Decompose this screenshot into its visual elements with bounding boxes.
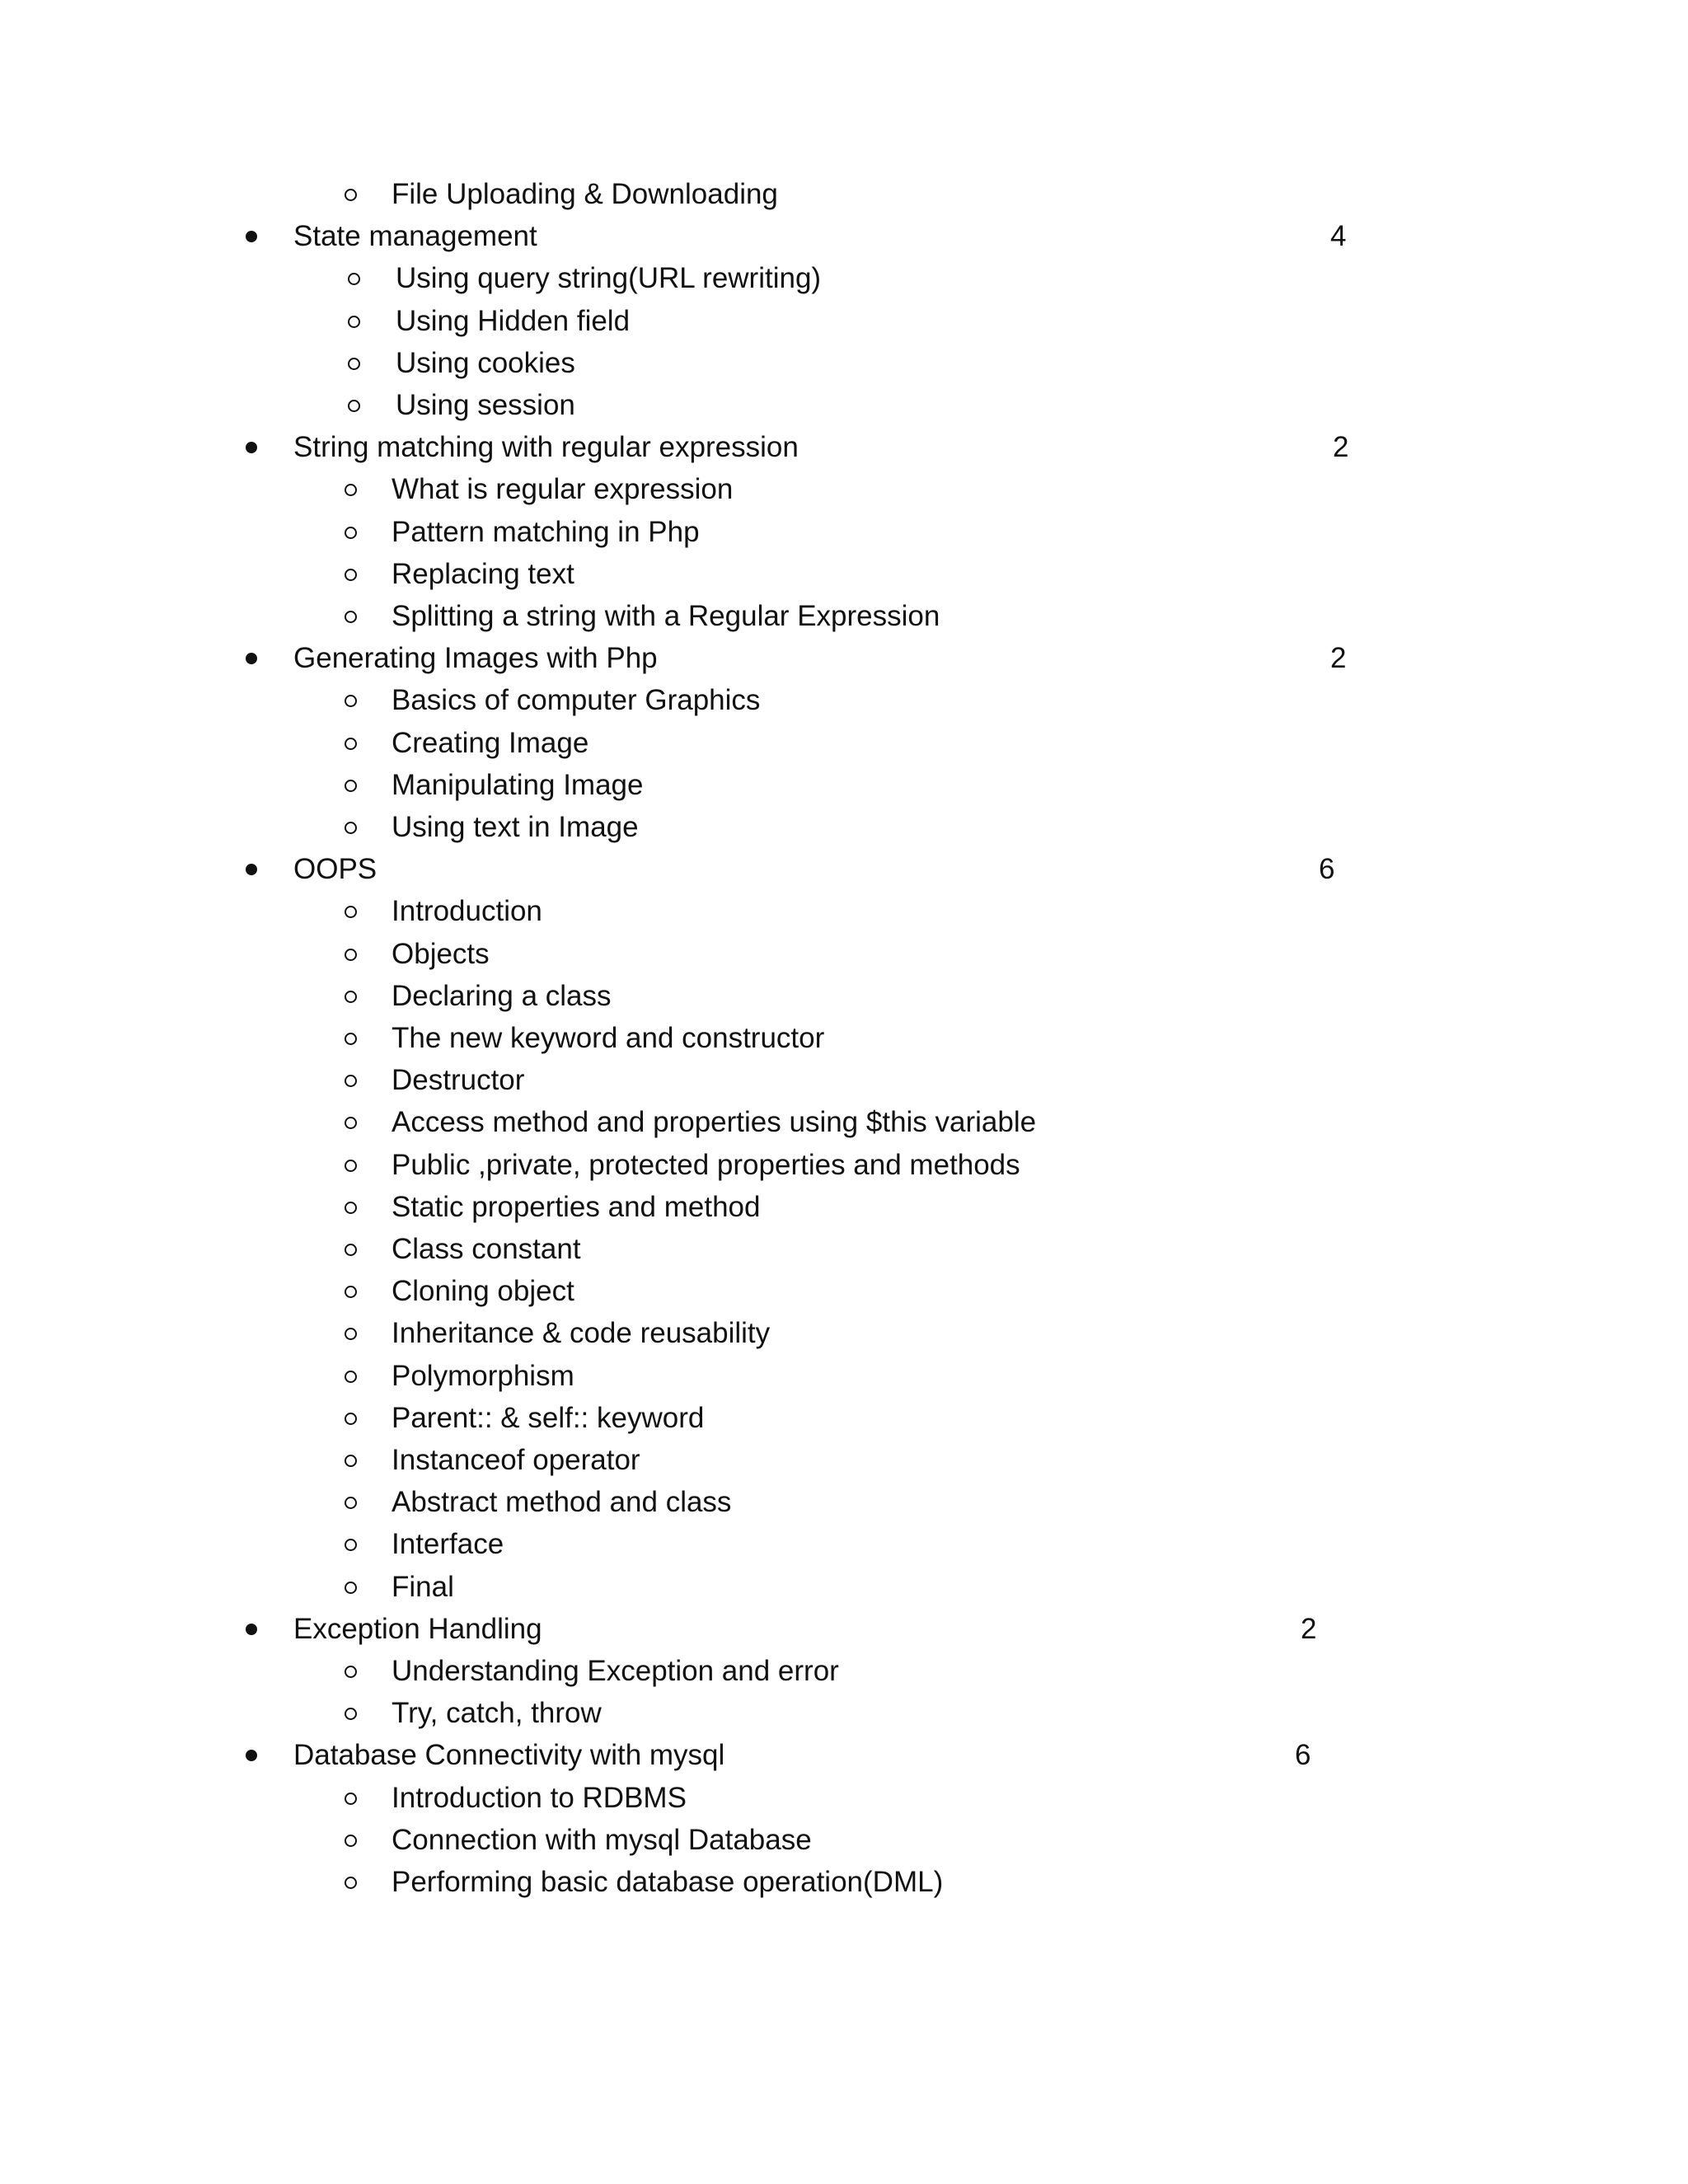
circle-bullet-icon xyxy=(345,1666,357,1678)
topic-item xyxy=(0,637,1688,680)
subtopic-title: Static properties and method xyxy=(392,1190,761,1223)
topic-title: State management xyxy=(293,220,537,253)
circle-bullet-icon xyxy=(345,1877,357,1889)
subtopic-item xyxy=(0,468,1688,511)
subtopic-title: Declaring a class xyxy=(392,979,612,1012)
subtopic-item xyxy=(0,1819,1688,1862)
subtopic-item xyxy=(0,1650,1688,1693)
subtopic-title: Final xyxy=(392,1570,454,1603)
subtopic-item xyxy=(0,1144,1688,1187)
subtopic-title: Destructor xyxy=(392,1064,525,1097)
subtopic-item xyxy=(0,679,1688,722)
subtopic-title: Understanding Exception and error xyxy=(392,1655,839,1687)
subtopic-item xyxy=(0,1017,1688,1060)
subtopic-item xyxy=(0,173,1688,216)
subtopic-title: Performing basic database operation(DML) xyxy=(392,1866,944,1898)
circle-bullet-icon xyxy=(348,400,360,412)
bullet-icon xyxy=(246,1750,257,1761)
subtopic-item xyxy=(0,1355,1688,1398)
subtopic-title: Using Hidden field xyxy=(396,304,631,337)
subtopic-title: Class constant xyxy=(392,1233,581,1265)
subtopic-title: Using session xyxy=(396,389,575,421)
circle-bullet-icon xyxy=(345,569,357,581)
subtopic-item xyxy=(0,722,1688,765)
subtopic-title: Parent:: & self:: keyword xyxy=(392,1401,705,1434)
circle-bullet-icon xyxy=(348,316,360,328)
circle-bullet-icon xyxy=(345,1244,357,1256)
topic-hours: 4 xyxy=(1330,220,1347,253)
subtopic-item xyxy=(0,1439,1688,1482)
subtopic-item xyxy=(0,1397,1688,1440)
circle-bullet-icon xyxy=(345,1497,357,1509)
subtopic-title: Using text in Image xyxy=(392,811,639,843)
subtopic-item xyxy=(0,1566,1688,1609)
bullet-icon xyxy=(246,1624,257,1635)
circle-bullet-icon xyxy=(345,991,357,1003)
subtopic-item xyxy=(0,511,1688,554)
topic-item xyxy=(0,215,1688,258)
subtopic-item xyxy=(0,933,1688,976)
bullet-icon xyxy=(246,231,257,242)
subtopic-title: Cloning object xyxy=(392,1275,574,1308)
subtopic-item xyxy=(0,1101,1688,1144)
circle-bullet-icon xyxy=(345,1075,357,1087)
subtopic-item xyxy=(0,1777,1688,1820)
subtopic-title: Creating Image xyxy=(392,726,589,759)
topic-title: Generating Images with Php xyxy=(293,642,658,675)
subtopic-title: Replacing text xyxy=(392,557,574,590)
subtopic-item xyxy=(0,1228,1688,1271)
subtopic-title: The new keyword and constructor xyxy=(392,1022,825,1054)
subtopic-item xyxy=(0,806,1688,849)
circle-bullet-icon xyxy=(345,1835,357,1847)
subtopic-title: Inheritance & code reusability xyxy=(392,1317,771,1350)
circle-bullet-icon xyxy=(345,611,357,623)
circle-bullet-icon xyxy=(345,1202,357,1214)
circle-bullet-icon xyxy=(345,1708,357,1720)
topic-item xyxy=(0,848,1688,891)
circle-bullet-icon xyxy=(345,695,357,707)
subtopic-item xyxy=(0,300,1688,343)
subtopic-item xyxy=(0,1861,1688,1904)
subtopic-title: Try, catch, throw xyxy=(392,1697,602,1730)
topic-hours: 6 xyxy=(1295,1739,1311,1772)
subtopic-item xyxy=(0,975,1688,1018)
circle-bullet-icon xyxy=(345,949,357,961)
circle-bullet-icon xyxy=(345,1033,357,1045)
circle-bullet-icon xyxy=(345,1286,357,1298)
subtopic-title: Polymorphism xyxy=(392,1359,574,1392)
subtopic-title: Connection with mysql Database xyxy=(392,1823,812,1856)
subtopic-item xyxy=(0,1523,1688,1566)
topic-hours: 2 xyxy=(1333,431,1349,464)
circle-bullet-icon xyxy=(345,1413,357,1425)
subtopic-item xyxy=(0,890,1688,933)
circle-bullet-icon xyxy=(345,484,357,496)
circle-bullet-icon xyxy=(345,1371,357,1383)
subtopic-title: Objects xyxy=(392,937,490,970)
topic-item xyxy=(0,1608,1688,1651)
subtopic-title: Introduction xyxy=(392,895,542,928)
circle-bullet-icon xyxy=(345,822,357,834)
subtopic-title: Public ,private, protected properties and methods xyxy=(392,1148,1020,1181)
circle-bullet-icon xyxy=(345,906,357,918)
subtopic-title: What is regular expression xyxy=(392,473,734,506)
circle-bullet-icon xyxy=(345,1793,357,1805)
topic-item xyxy=(0,426,1688,469)
topic-title: OOPS xyxy=(293,853,377,886)
subtopic-item xyxy=(0,1692,1688,1735)
bullet-icon xyxy=(246,442,257,453)
subtopic-title: Interface xyxy=(392,1528,504,1561)
topic-hours: 6 xyxy=(1319,853,1335,886)
circle-bullet-icon xyxy=(345,1160,357,1172)
circle-bullet-icon xyxy=(345,1328,357,1340)
topic-title: String matching with regular expression xyxy=(293,431,799,464)
subtopic-title: Splitting a string with a Regular Expression xyxy=(392,600,940,632)
subtopic-item xyxy=(0,553,1688,596)
subtopic-item xyxy=(0,257,1688,300)
subtopic-title: Abstract method and class xyxy=(392,1486,732,1519)
topic-title: Exception Handling xyxy=(293,1612,542,1645)
subtopic-item xyxy=(0,1059,1688,1102)
circle-bullet-icon xyxy=(345,1539,357,1551)
subtopic-title: Basics of computer Graphics xyxy=(392,684,761,717)
circle-bullet-icon xyxy=(348,273,360,285)
circle-bullet-icon xyxy=(345,189,357,201)
circle-bullet-icon xyxy=(348,358,360,370)
subtopic-title: Using query string(URL rewriting) xyxy=(396,262,822,295)
subtopic-title: Manipulating Image xyxy=(392,768,644,801)
subtopic-title: File Uploading & Downloading xyxy=(392,178,778,210)
subtopic-title: Access method and properties using $this variable xyxy=(392,1106,1037,1139)
bullet-icon xyxy=(246,864,257,875)
circle-bullet-icon xyxy=(345,738,357,750)
circle-bullet-icon xyxy=(345,1117,357,1129)
subtopic-item xyxy=(0,342,1688,385)
subtopic-item xyxy=(0,764,1688,807)
topic-hours: 2 xyxy=(1301,1612,1317,1645)
subtopic-item xyxy=(0,1481,1688,1524)
topic-hours: 2 xyxy=(1330,642,1347,675)
topic-title: Database Connectivity with mysql xyxy=(293,1739,725,1772)
subtopic-item xyxy=(0,1270,1688,1313)
circle-bullet-icon xyxy=(345,1582,357,1594)
subtopic-title: Introduction to RDBMS xyxy=(392,1781,687,1814)
subtopic-title: Pattern matching in Php xyxy=(392,515,700,548)
bullet-icon xyxy=(246,653,257,664)
topic-item xyxy=(0,1734,1688,1777)
circle-bullet-icon xyxy=(345,527,357,539)
subtopic-title: Using cookies xyxy=(396,346,575,379)
subtopic-item xyxy=(0,1186,1688,1229)
subtopic-item xyxy=(0,1312,1688,1355)
subtopic-item xyxy=(0,384,1688,427)
subtopic-item xyxy=(0,595,1688,638)
circle-bullet-icon xyxy=(345,780,357,792)
subtopic-title: Instanceof operator xyxy=(392,1444,640,1476)
circle-bullet-icon xyxy=(345,1455,357,1467)
